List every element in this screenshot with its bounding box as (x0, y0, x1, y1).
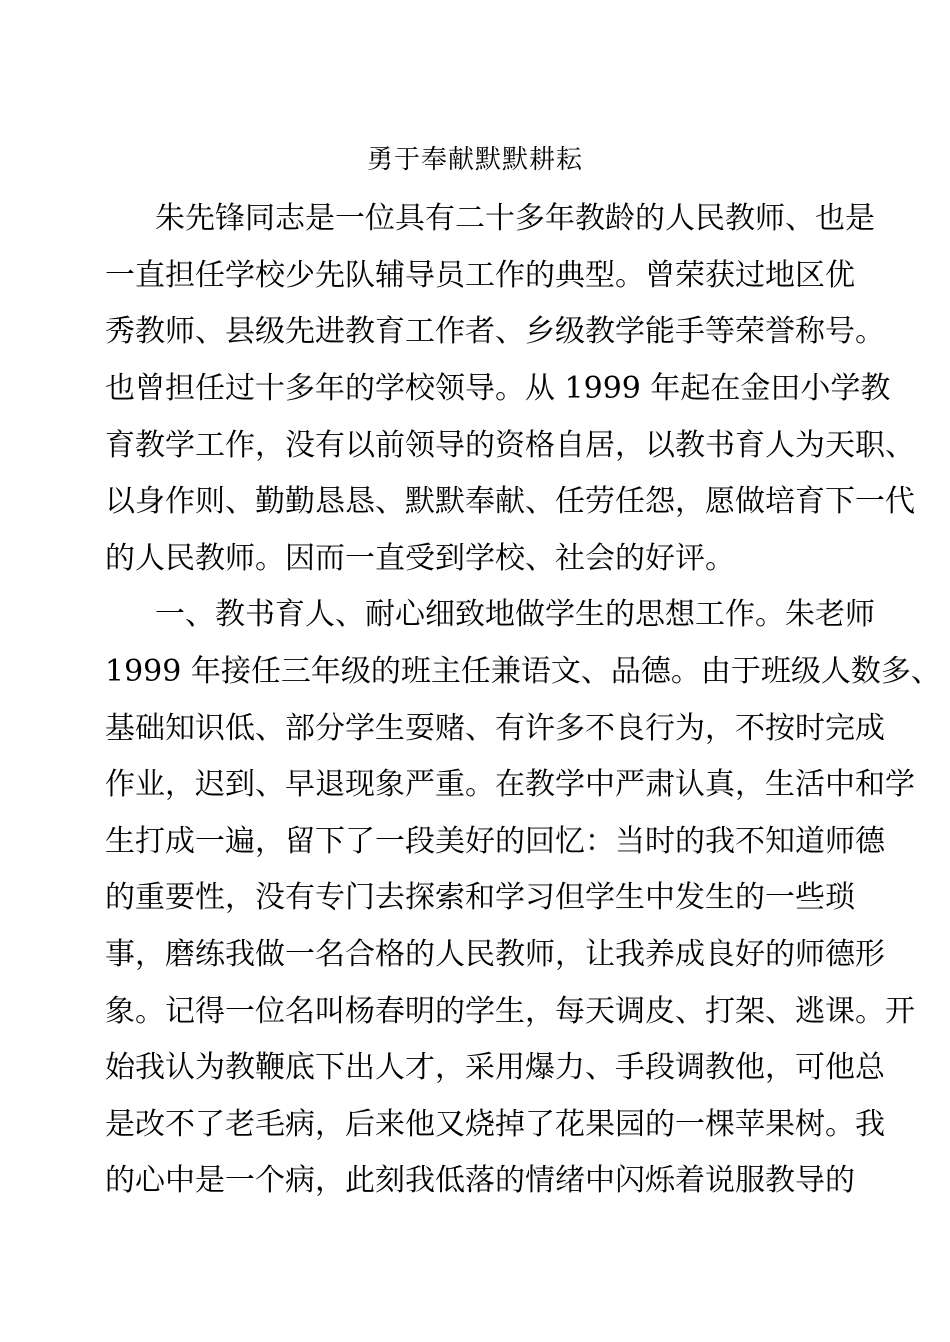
paragraph-line: 作业，迟到、早退现象严重。在教学中严肃认真，生活中和学 (105, 767, 915, 802)
paragraph-line: 生打成一遍，留下了一段美好的回忆：当时的我不知道师德 (105, 824, 885, 859)
paragraph-line: 也曾担任过十多年的学校领导。从 1999 年起在金田小学教 (105, 371, 891, 406)
paragraph-line: 事，磨练我做一名合格的人民教师，让我养成良好的师德形 (105, 937, 885, 972)
paragraph-line: 1999 年接任三年级的班主任兼语文、品德。由于班级人数多、 (105, 654, 941, 689)
paragraph-line: 是改不了老毛病，后来他又烧掉了花果园的一棵苹果树。我 (105, 1107, 885, 1142)
paragraph-line: 始我认为教鞭底下出人才，采用爆力、手段调教他，可他总 (105, 1050, 885, 1085)
paragraph-line: 秀教师、县级先进教育工作者、乡级教学能手等荣誉称号。 (105, 314, 885, 349)
paragraph-line: 的心中是一个病，此刻我低落的情绪中闪烁着说服教导的 (105, 1163, 855, 1198)
paragraph-line: 朱先锋同志是一位具有二十多年教龄的人民教师、也是 (155, 201, 875, 236)
document-title: 勇于奉献默默耕耘 (366, 145, 583, 175)
paragraph-line: 一直担任学校少先队辅导员工作的典型。曾荣获过地区优 (105, 258, 855, 293)
paragraph-line: 的人民教师。因而一直受到学校、社会的好评。 (105, 541, 735, 576)
paragraph-line: 基础知识低、部分学生耍赌、有许多不良行为，不按时完成 (105, 711, 885, 746)
paragraph-line: 的重要性，没有专门去探索和学习但学生中发生的一些琐 (105, 880, 855, 915)
paragraph-line: 以身作则、勤勤恳恳、默默奉献、任劳任怨，愿做培育下一代 (105, 484, 915, 519)
paragraph-line: 育教学工作，没有以前领导的资格自居，以教书育人为天职、 (105, 428, 915, 463)
paragraph-line: 象。记得一位名叫杨春明的学生，每天调皮、打架、逃课。开 (105, 994, 915, 1029)
paragraph-line: 一、教书育人、耐心细致地做学生的思想工作。朱老师 (155, 597, 875, 632)
